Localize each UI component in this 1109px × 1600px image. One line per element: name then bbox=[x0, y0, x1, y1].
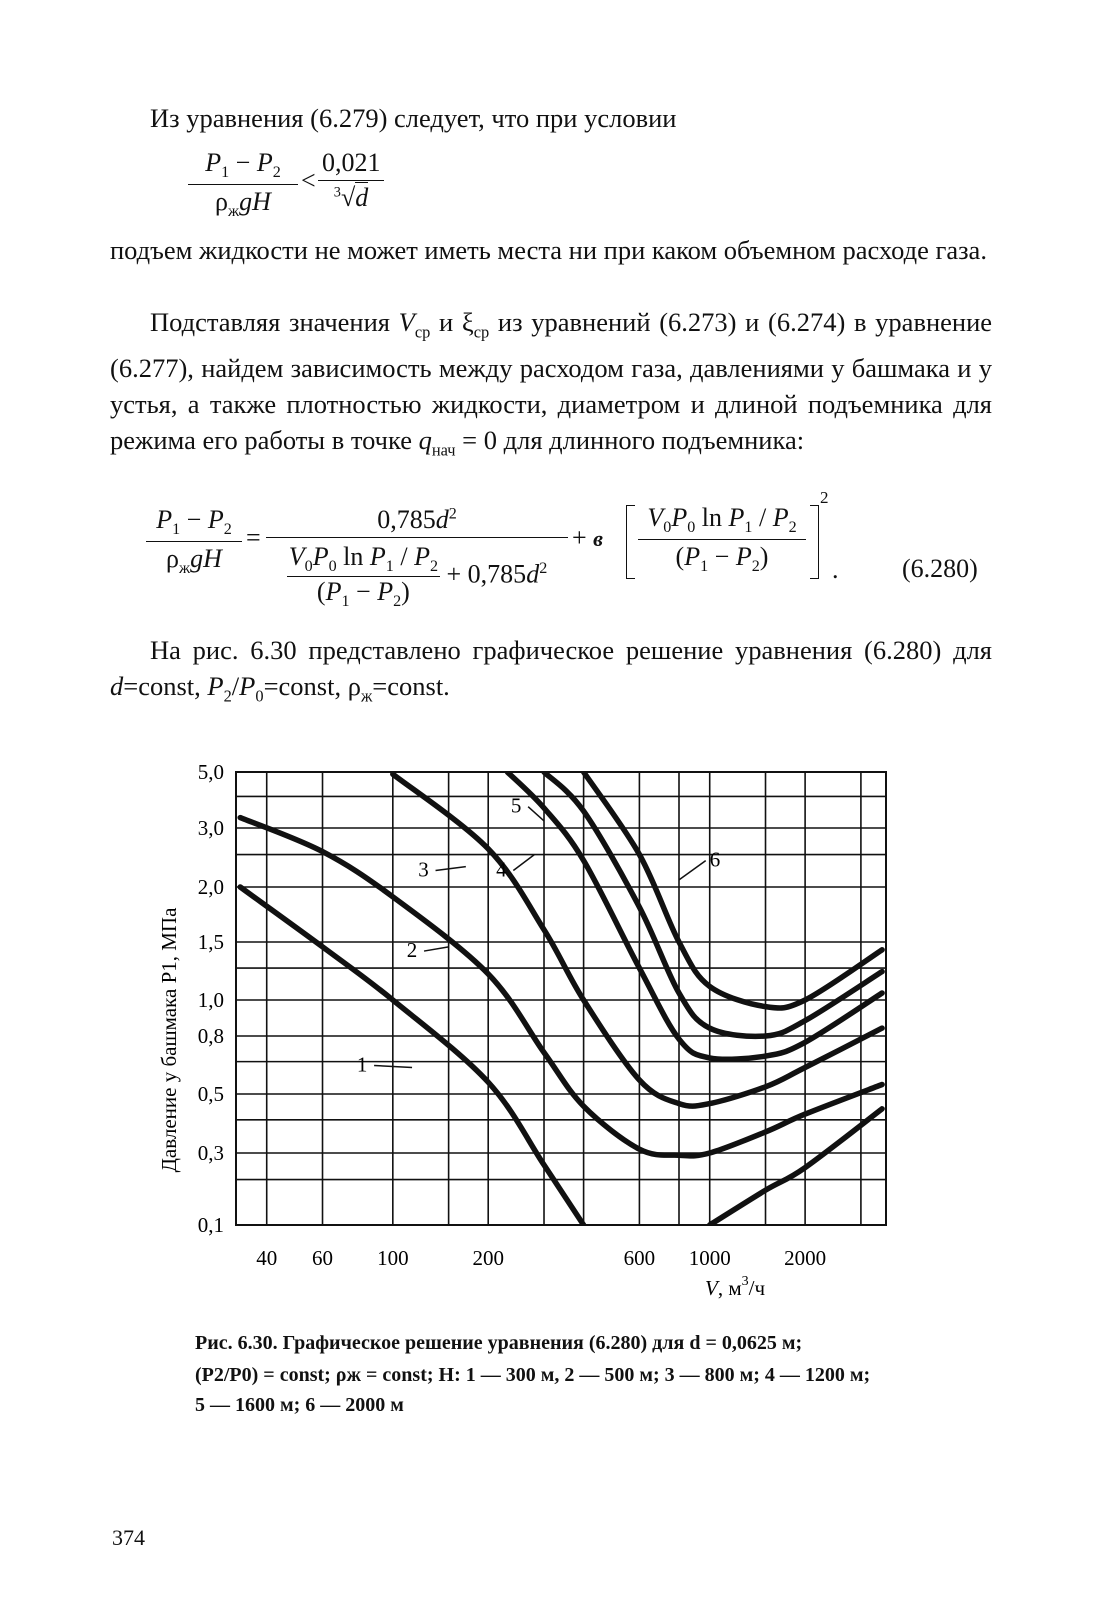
curve-5 bbox=[544, 772, 882, 1036]
label-leader-4 bbox=[513, 855, 534, 871]
x-axis-label: V, $м^3/ч$ bbox=[704, 1274, 766, 1300]
y-tick-labels bbox=[198, 760, 224, 1237]
label-leader-3 bbox=[436, 867, 466, 871]
x-tick-label: 200 bbox=[472, 1246, 504, 1270]
label-leader-2 bbox=[424, 947, 449, 951]
y-tick-label: 3,0 bbox=[197, 816, 224, 840]
y-tick-label: 0,8 bbox=[197, 1024, 224, 1048]
period: . bbox=[832, 555, 839, 584]
y-tick-label: 0,3 bbox=[197, 1141, 224, 1165]
figure-caption-line2: (P2/P0) = const; ρж = const; H: 1 — 300 м, 2 — 500 м; 3 — 800 м; 4 — 1200 м; bbox=[195, 1364, 871, 1386]
equation-number: (6.280) bbox=[902, 554, 978, 583]
x-tick-label: 600 bbox=[623, 1246, 656, 1270]
eq-bracket-fraction: $\frac{V_0P_0 \ln P_1 / P_2}{(P_1 - P_2)}$ bbox=[638, 503, 806, 576]
y-tick-label: 2,0 bbox=[197, 875, 224, 899]
condition-lhs-fraction: $P_1 - P_2$ $\rho_жgH$ bbox=[188, 148, 298, 221]
curve-labels bbox=[357, 794, 720, 1077]
curve-label-3: 3 bbox=[418, 857, 429, 882]
figure-caption-line1: Рис. 6.30. Графическое решение уравнения (6.280) для d = 0,0625 м; bbox=[195, 1332, 803, 1354]
page-number: 374 bbox=[112, 1525, 145, 1550]
curve-label-1: 1 bbox=[356, 1052, 368, 1077]
plus-b: + в bbox=[572, 523, 604, 552]
p3-end: 0 для длинного подъемника: bbox=[483, 425, 805, 456]
eq-main-fraction: $0,785d^2$ $\frac{V_0P_0 \ln P_1 / P_2}{(P_1 - P_2)}$ + $0,785d^2$ bbox=[266, 505, 568, 611]
eq-lhs: $P_1 - P_2$ $\rho_жgH$ bbox=[146, 505, 242, 578]
label-leader-6 bbox=[679, 861, 706, 880]
curve-extra bbox=[710, 1109, 882, 1225]
paragraph-1: Из уравнения (6.279) следует, что при условии bbox=[150, 103, 677, 133]
y-tick-label: 5,0 bbox=[197, 760, 224, 784]
p3-body: из уравнений (6.273) и (6.274) в уравнение (6.277), найдем зависимость между расходом газа, давлениями у башмака и у устья, а также плотностью жидкости, диаметром и длиной подъемника для режима его работы в точке bbox=[110, 307, 993, 456]
x-tick-label: 1000 bbox=[688, 1246, 731, 1270]
plot-frame bbox=[236, 772, 886, 1225]
figure-caption-line3: 5 — 1600 м; 6 — 2000 м bbox=[195, 1394, 404, 1416]
less-than: < bbox=[301, 166, 316, 195]
y-tick-label: 0,1 bbox=[197, 1213, 224, 1237]
y-tick-label: 0,5 bbox=[197, 1082, 224, 1106]
bracket-left bbox=[626, 505, 635, 579]
figure-6-30-chart bbox=[150, 760, 910, 1320]
curve-label-4: 4 bbox=[496, 857, 507, 882]
x-tick-labels bbox=[256, 1246, 826, 1270]
p3-start: Подставляя значения bbox=[150, 307, 390, 337]
paragraph-3: Подставляя значения $V_{ср}$ и $\xi_{ср}$ из уравнений (6.273) и (6.274) в уравнение (6.277), найдем зависимость между расходом газа, давлениями у башмака и у устья, а также плотностью жидкости, диаметром и длиной подъемника для режима его работы в точке $q_{нач} = 0$ для длинного подъемника: bbox=[110, 307, 993, 460]
x-tick-label: 60 bbox=[312, 1246, 334, 1270]
x-tick-label: 40 bbox=[256, 1246, 278, 1270]
paragraph-4 bbox=[110, 632, 992, 714]
chart-grid bbox=[236, 772, 886, 1225]
y-axis-label: Давление у башмака P1, МПа bbox=[157, 907, 181, 1173]
label-leader-1 bbox=[374, 1066, 412, 1068]
x-tick-label: 100 bbox=[377, 1246, 409, 1270]
curve-label-6: 6 bbox=[709, 847, 721, 872]
y-tick-label: 1,0 bbox=[197, 988, 224, 1012]
y-tick-label: 1,5 bbox=[197, 930, 224, 954]
curve-label-2: 2 bbox=[406, 938, 418, 963]
paragraph-2: подъем жидкости не может иметь места ни при каком объемном расходе газа. bbox=[110, 235, 987, 265]
equals: = bbox=[246, 523, 261, 552]
p4-start: На рис. 6.30 представлено графическое решение уравнения (6.280) для d=const, $P_2/P_0=const$, $\rho_ж=const$. bbox=[110, 635, 992, 706]
condition-rhs-fraction: $\frac{0,021}{^3√d}$ bbox=[318, 148, 384, 213]
x-tick-label: 2000 bbox=[784, 1246, 827, 1270]
exponent-2: 2 bbox=[820, 488, 829, 507]
bracket-right bbox=[810, 505, 819, 579]
curve-label-5: 5 bbox=[510, 793, 522, 818]
curve-2 bbox=[240, 818, 882, 1156]
curve-3 bbox=[393, 774, 882, 1106]
chart-curves bbox=[240, 772, 882, 1225]
